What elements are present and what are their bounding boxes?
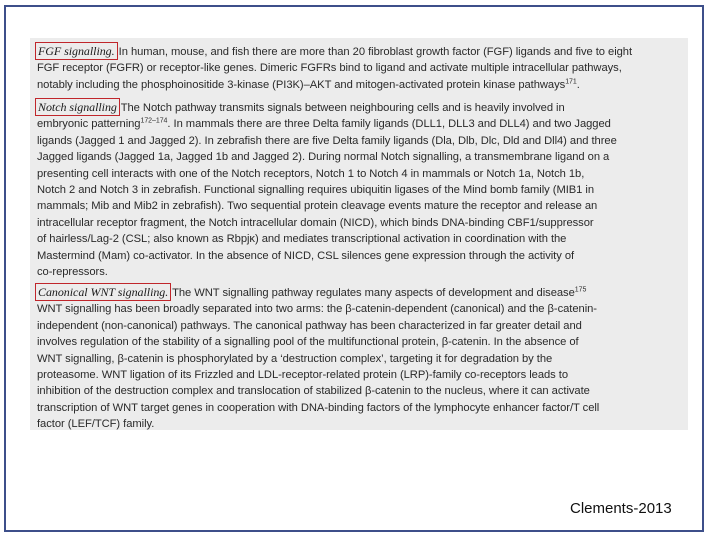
paragraph-text: . In mammals there are three Delta family ligands (DLL1, DLL3 and DLL4) and two Jagged	[167, 118, 611, 131]
paragraph-text: The Notch pathway transmits signals between neighbouring cells and is heavily involved in	[117, 102, 565, 114]
paragraph-line: WNT signalling has been broadly separated into two arms: the β-catenin-dependent (canonical) and the β-catenin-	[37, 303, 597, 316]
paragraph-line: presenting cell interacts with one of the Notch receptors, Notch 1 to Notch 4 in mammals or Notch 1a, Notch 1b,	[37, 167, 585, 180]
paragraph-text: .	[576, 78, 580, 91]
paragraph-line: involves regulation of the stability of a signalling pool of the multifunctional protein, β-catenin. In the absence of	[37, 336, 579, 349]
paragraph-line: mammals; Mib and Mib2 in zebrafish). Two sequential protein cleavage events mature the receptor and release an	[37, 200, 598, 213]
paragraph-line	[37, 77, 677, 93]
source-credit: Clements-2013	[570, 500, 672, 517]
paragraph-line: proteasome. WNT ligation of its Frizzled and LDL-receptor-related protein (LRP)-family co-receptors leads to	[37, 369, 568, 382]
paragraph-line	[37, 284, 677, 301]
paragraph-line	[37, 116, 677, 132]
paragraph-line: transcription of WNT target genes in cooperation with DNA-binding factors of the lymphocyte enhancer factor/T cell	[37, 401, 600, 414]
paragraph-line: factor (LEF/TCF) family.	[37, 418, 155, 431]
paragraph-text: embryonic patterning	[37, 118, 141, 131]
paragraph-line: intracellular receptor fragment, the Notch intracellular domain (NICD), which binds DNA-binding CBF1/suppressor	[37, 216, 594, 229]
paragraph-line: Mastermind (Mam) co-activator. In the absence of NICD, CSL silences gene expression through the activity of	[37, 249, 575, 262]
paragraph-line	[37, 43, 677, 60]
notch-heading: Notch signalling	[38, 100, 117, 114]
paragraph-line: Jagged ligands (Jagged 1a, Jagged 1b and Jagged 2). During normal Notch signalling, a transmembrane ligand on a	[37, 151, 610, 164]
paragraph-line: FGF receptor (FGFR) or receptor-like genes. Dimeric FGFRs bind to ligand and activate multiple intracellular pathways,	[37, 62, 622, 75]
paragraph-text: The WNT signalling pathway regulates many aspects of development and disease	[169, 287, 575, 299]
wnt-paragraph	[37, 284, 677, 433]
paragraph-text: notably including the phosphoinositide 3-kinase (PI3K)–AKT and mitogen-activated protein kinase pathways	[37, 78, 566, 91]
reference-superscript: 172–174	[140, 117, 168, 125]
paragraph-line: Notch 2 and Notch 3 in zebrafish. Functional signalling requires ubiquitin ligases of the Mind bomb family (MIB1 in	[37, 184, 595, 197]
paragraph-line: co-repressors.	[37, 266, 108, 279]
paragraph-line: ligands (Jagged 1 and Jagged 2). In zebrafish there are five Delta family ligands (Dla, Dlb, Dlc, Dld and Dll4) and three	[37, 134, 617, 147]
paragraph-line: independent (non-canonical) pathways. The canonical pathway has been characterized in far greater detail and	[37, 319, 582, 332]
reference-superscript: 175	[574, 286, 587, 294]
wnt-heading: Canonical WNT signalling.	[38, 285, 169, 299]
reference-superscript: 171	[565, 78, 577, 86]
paragraph-line: of hairless/Lag-2 (CSL; also known as Rbpjκ) and mediates transcriptional activation in coordination with the	[37, 233, 567, 246]
paragraph-line: WNT signalling, β-catenin is phosphorylated by a ‘destruction complex’, targeting it for degradation by the	[37, 352, 553, 365]
paragraph-text: In human, mouse, and fish there are more than 20 fibroblast growth factor (FGF) ligands and five to eight	[115, 46, 633, 58]
fgf-heading: FGF signalling.	[38, 44, 115, 58]
notch-paragraph	[37, 99, 677, 280]
paragraph-line: inhibition of the destruction complex and translocation of stabilized β-catenin to the nucleus, where it can activate	[37, 385, 590, 398]
fgf-paragraph	[37, 43, 677, 93]
paragraph-line	[37, 99, 677, 116]
